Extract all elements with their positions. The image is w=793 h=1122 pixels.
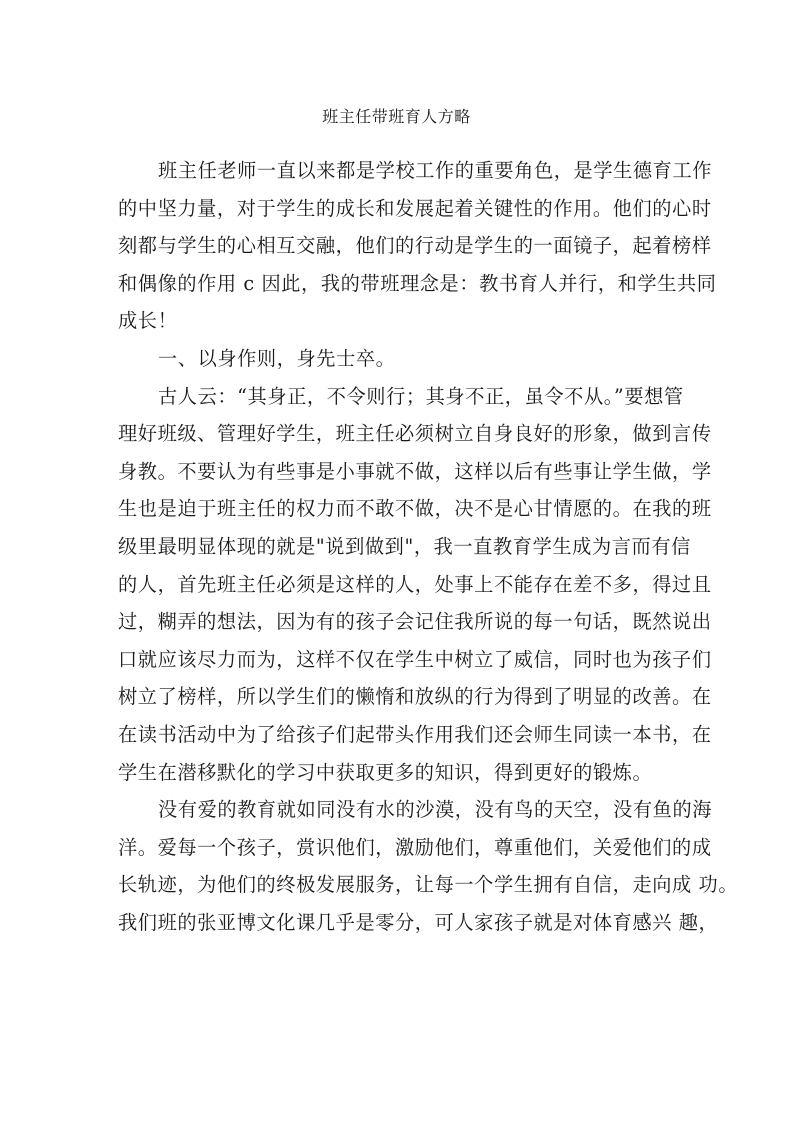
text-line: 和偶像的作用 c 因此，我的带班理念是：教书育人并行，和学生共同 [118, 271, 717, 295]
text-line: 过，糊弄的想法，因为有的孩子会记住我所说的每一句话，既然说出 [118, 610, 712, 634]
section-heading-text: 一、以身作则，身先士卒。 [158, 346, 396, 370]
text-line: 成长！ [118, 309, 178, 333]
section-heading [118, 340, 676, 378]
text-line: 在读书活动中为了给孩子们起带头作用我们还会师生同读一本书，在 [118, 722, 712, 746]
text-line: 洋。爱每一个孩子，赏识他们，激励他们，尊重他们，关爱他们的成 [118, 835, 712, 859]
text-line: 古人云：“其身正，不令则行；其身不正，虽令不从。”要想管 [158, 384, 684, 408]
text-line: 班主任老师一直以来都是学校工作的重要角色，是学生德育工作 [158, 159, 713, 182]
paragraph-section-1-1 [118, 378, 712, 792]
text-line: 刻都与学生的心相互交融，他们的行动是学生的一面镜子，起着榜样 [118, 234, 712, 258]
text-line: 身教。不要认为有些事是小事就不做，这样以后有些事让学生做，学 [118, 459, 712, 483]
paragraph-intro [118, 152, 717, 340]
text-line: 树立了榜样，所以学生们的懒惰和放纵的行为得到了明显的改善。在 [118, 685, 712, 709]
document-title: 班主任带班育人方略 [322, 107, 471, 126]
text-line: 我们班的张亚博文化课几乎是零分，可人家孩子就是对体育感兴 趣， [118, 910, 719, 934]
text-line: 级里最明显体现的就是"说到做到"，我一直教育学生成为言而有信 [118, 534, 691, 558]
text-line: 的人，首先班主任必须是这样的人，处事上不能存在差不多，得过且 [118, 572, 712, 596]
document-body [118, 152, 739, 941]
text-line: 生也是迫于班主任的权力而不敢不做，决不是心甘情愿的。在我的班 [118, 497, 712, 521]
text-line: 没有爱的教育就如同没有水的沙漠，没有鸟的天空，没有鱼的海 [158, 798, 713, 822]
text-line: 口就应该尽力而为，这样不仅在学生中树立了威信，同时也为孩子们 [118, 647, 712, 671]
text-line: 理好班级、管理好学生，班主任必须树立自身良好的形象，做到言传 [118, 422, 712, 446]
text-line: 学生在潜移默化的学习中获取更多的知识，得到更好的锻炼。 [118, 760, 653, 784]
paragraph-section-1-2 [118, 791, 739, 941]
text-line: 的中坚力量，对于学生的成长和发展起着关键性的作用。他们的心时 [118, 196, 712, 220]
text-line: 长轨迹，为他们的终极发展服务，让每一个学生拥有自信，走向成 功。 [118, 873, 739, 897]
